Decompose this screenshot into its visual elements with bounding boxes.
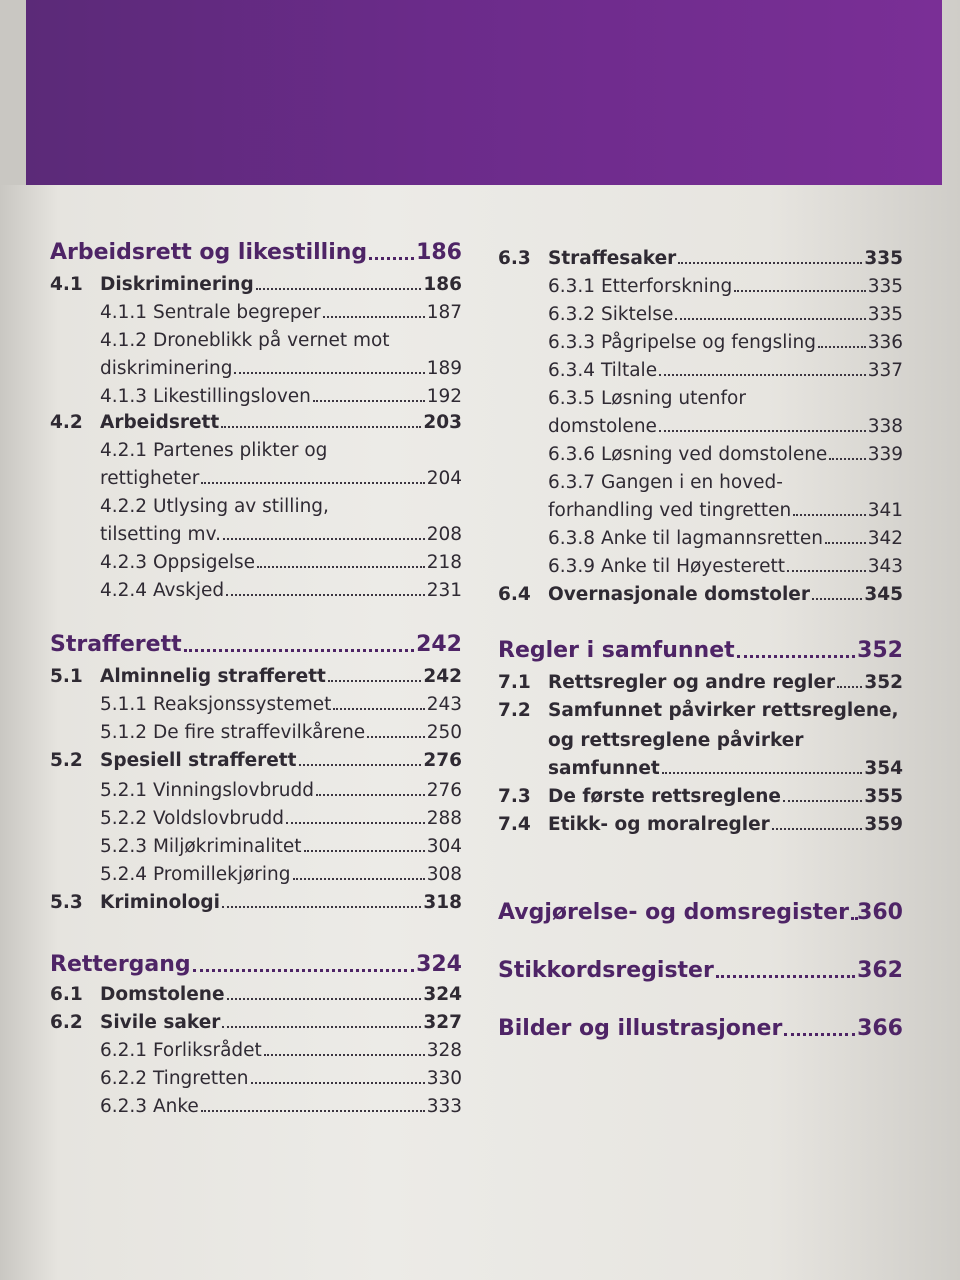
toc-entry	[498, 388, 903, 409]
dot-leader	[675, 317, 865, 320]
section-number: 6.3	[498, 248, 531, 269]
toc-entry	[50, 412, 462, 433]
toc-entry	[498, 584, 903, 605]
entry-title: Rettergang	[50, 952, 191, 977]
toc-entry	[50, 386, 462, 407]
entry-title: Etikk- og moralregler	[548, 814, 770, 835]
dot-leader	[293, 877, 425, 880]
page-number: 359	[864, 814, 903, 835]
page-number: 203	[423, 412, 462, 433]
page-number: 324	[416, 952, 462, 977]
entry-title: 6.3.3 Pågripelse og fengsling	[548, 332, 816, 353]
toc-chapter	[50, 952, 462, 977]
entry-title: 5.2.2 Voldslovbrudd	[100, 808, 284, 829]
dot-leader	[662, 771, 863, 774]
dot-leader	[829, 457, 865, 460]
entry-title: De første rettsreglene	[548, 786, 781, 807]
dot-leader	[659, 373, 866, 376]
toc-entry	[50, 1096, 462, 1117]
dot-leader	[299, 763, 422, 766]
dot-leader	[286, 821, 425, 824]
toc-chapter	[498, 638, 903, 663]
entry-title: Sivile saker	[100, 1012, 221, 1033]
entry-title: 6.2.2 Tingretten	[100, 1068, 249, 1089]
section-number: 7.2	[498, 700, 531, 721]
section-number: 6.4	[498, 584, 531, 605]
dot-leader	[851, 916, 855, 920]
dot-leader	[659, 429, 866, 432]
entry-title: 5.2.1 Vinningslovbrudd	[100, 780, 315, 801]
dot-leader	[367, 735, 425, 738]
toc-entry	[498, 528, 903, 549]
toc-entry	[50, 666, 462, 687]
page-number: 243	[426, 694, 462, 715]
entry-title: domstolene	[548, 416, 657, 437]
entry-title: Samfunnet påvirker rettsreglene,	[548, 700, 899, 721]
toc-entry	[50, 1012, 462, 1033]
toc-entry	[498, 444, 903, 465]
section-number: 7.4	[498, 814, 531, 835]
page-number: 187	[426, 302, 462, 323]
dot-leader	[264, 1053, 425, 1056]
page-number: 276	[426, 780, 462, 801]
toc-entry	[50, 274, 462, 295]
page-number: 352	[857, 638, 903, 663]
toc-entry	[50, 780, 462, 801]
dot-leader	[333, 707, 424, 710]
toc-entry	[498, 416, 903, 437]
dot-leader	[193, 968, 414, 972]
page-number: 318	[423, 892, 462, 913]
entry-title: 6.3.4 Tiltale	[548, 360, 658, 381]
dot-leader	[184, 648, 414, 652]
entry-title: Spesiell strafferett	[100, 750, 297, 771]
dot-leader	[223, 537, 425, 540]
dot-leader	[783, 799, 862, 802]
entry-title: Strafferett	[50, 632, 182, 657]
toc-entry	[50, 524, 462, 545]
section-number: 5.2	[50, 750, 83, 771]
entry-title: 6.2.1 Forliksrådet	[100, 1040, 262, 1061]
entry-title: Overnasjonale domstoler	[548, 584, 810, 605]
page-number: 341	[867, 500, 903, 521]
entry-title: Domstolene	[100, 984, 225, 1005]
toc-entry	[498, 304, 903, 325]
toc-chapter	[498, 958, 903, 983]
entry-title: rettigheter	[100, 468, 200, 489]
page-number: 192	[426, 386, 462, 407]
dot-leader	[256, 287, 422, 290]
entry-title: Alminnelig strafferett	[100, 666, 326, 687]
dot-leader	[837, 685, 862, 688]
toc-entry	[50, 440, 462, 461]
entry-title: Kriminologi	[100, 892, 220, 913]
section-number: 4.1	[50, 274, 83, 295]
page-number: 333	[426, 1096, 462, 1117]
toc-chapter	[498, 900, 903, 925]
toc-entry	[50, 580, 462, 601]
page-number: 308	[426, 864, 462, 885]
dot-leader	[316, 793, 425, 796]
entry-title: Regler i samfunnet	[498, 638, 735, 663]
dot-leader	[313, 399, 425, 402]
entry-title: 6.3.7 Gangen i en hoved-	[548, 472, 783, 493]
toc-entry	[498, 786, 903, 807]
entry-title: Diskriminering	[100, 274, 254, 295]
entry-title: 4.1.1 Sentrale begreper	[100, 302, 321, 323]
toc-entry	[498, 730, 903, 751]
dot-leader	[304, 849, 425, 852]
entry-title: 4.1.3 Likestillingsloven	[100, 386, 311, 407]
page-number: 362	[857, 958, 903, 983]
page-number: 288	[426, 808, 462, 829]
toc-entry	[498, 248, 903, 269]
toc-chapter	[50, 240, 462, 265]
dot-leader	[716, 974, 855, 978]
page-number: 242	[416, 632, 462, 657]
chapter-color-band	[26, 0, 942, 185]
toc-entry	[50, 808, 462, 829]
entry-title: 4.2.4 Avskjed	[100, 580, 225, 601]
entry-title: og rettsreglene påvirker	[548, 730, 804, 751]
entry-title: 6.3.1 Etterforskning	[548, 276, 733, 297]
page-number: 355	[864, 786, 903, 807]
page-number: 330	[426, 1068, 462, 1089]
entry-title: Stikkordsregister	[498, 958, 714, 983]
toc-entry	[498, 472, 903, 493]
dot-leader	[221, 425, 421, 428]
toc-entry	[50, 722, 462, 743]
entry-title: 5.2.4 Promillekjøring	[100, 864, 291, 885]
dot-leader	[784, 1032, 855, 1036]
page-number: 242	[423, 666, 462, 687]
page-number: 366	[857, 1016, 903, 1041]
page-number: 354	[864, 758, 903, 779]
section-number: 7.1	[498, 672, 531, 693]
page-number: 360	[857, 900, 903, 925]
dot-leader	[323, 315, 425, 318]
page-number: 327	[423, 1012, 462, 1033]
page-number: 338	[867, 416, 903, 437]
dot-leader	[328, 679, 421, 682]
page-edge	[0, 0, 26, 185]
toc-chapter	[498, 1016, 903, 1041]
dot-leader	[793, 513, 865, 516]
entry-title: Straffesaker	[548, 248, 677, 269]
entry-title: 6.3.9 Anke til Høyesterett	[548, 556, 785, 577]
toc-entry	[498, 672, 903, 693]
entry-title: samfunnet	[548, 758, 660, 779]
page-number: 218	[426, 552, 462, 573]
entry-title: Bilder og illustrasjoner	[498, 1016, 783, 1041]
toc-entry	[50, 1040, 462, 1061]
page-number: 337	[867, 360, 903, 381]
page-number: 231	[426, 580, 462, 601]
section-number: 5.1	[50, 666, 83, 687]
toc-entry	[498, 360, 903, 381]
dot-leader	[251, 1081, 425, 1084]
entry-title: Rettsregler og andre regler	[548, 672, 836, 693]
toc-entry	[498, 814, 903, 835]
toc-entry	[498, 758, 903, 779]
toc-entry	[50, 358, 462, 379]
page-number: 250	[426, 722, 462, 743]
toc-entry	[50, 496, 462, 517]
entry-title: 5.1.2 De fire straffevilkårene	[100, 722, 366, 743]
toc-entry	[50, 1068, 462, 1089]
page-number: 345	[864, 584, 903, 605]
dot-leader	[222, 1025, 421, 1028]
section-number: 6.1	[50, 984, 83, 1005]
dot-leader	[222, 905, 421, 908]
entry-title: forhandling ved tingretten	[548, 500, 792, 521]
toc-entry	[50, 302, 462, 323]
entry-title: 5.1.1 Reaksjonssystemet	[100, 694, 332, 715]
page-number: 324	[423, 984, 462, 1005]
page-number: 276	[423, 750, 462, 771]
entry-title: Avgjørelse- og domsregister	[498, 900, 849, 925]
entry-title: 6.3.5 Løsning utenfor	[548, 388, 746, 409]
page-number: 339	[867, 444, 903, 465]
dot-leader	[227, 997, 422, 1000]
dot-leader	[734, 289, 865, 292]
page-number: 335	[864, 248, 903, 269]
page-number: 186	[423, 274, 462, 295]
entry-title: 4.2.1 Partenes plikter og	[100, 440, 328, 461]
entry-title: 4.2.3 Oppsigelse	[100, 552, 256, 573]
dot-leader	[818, 345, 866, 348]
page-number: 328	[426, 1040, 462, 1061]
page-number: 352	[864, 672, 903, 693]
toc-entry	[498, 556, 903, 577]
dot-leader	[201, 481, 424, 484]
dot-leader	[369, 256, 414, 260]
dot-leader	[257, 565, 425, 568]
entry-title: 6.3.6 Løsning ved domstolene	[548, 444, 828, 465]
dot-leader	[787, 569, 866, 572]
toc-entry	[498, 332, 903, 353]
page-number: 336	[867, 332, 903, 353]
toc-entry	[50, 468, 462, 489]
entry-title: Arbeidsrett og likestilling	[50, 240, 368, 265]
page-number: 335	[867, 276, 903, 297]
page-number: 204	[426, 468, 462, 489]
page-number: 189	[426, 358, 462, 379]
entry-title: tilsetting mv.	[100, 524, 221, 545]
toc-entry	[498, 276, 903, 297]
page-number: 186	[416, 240, 462, 265]
section-number: 6.2	[50, 1012, 83, 1033]
entry-title: Arbeidsrett	[100, 412, 220, 433]
toc-entry	[498, 700, 903, 721]
toc-entry	[50, 330, 462, 351]
toc-entry	[50, 864, 462, 885]
entry-title: 4.1.2 Droneblikk på vernet mot	[100, 330, 390, 351]
entry-title: 6.2.3 Anke	[100, 1096, 199, 1117]
dot-leader	[226, 593, 425, 596]
entry-title: 4.2.2 Utlysing av stilling,	[100, 496, 329, 517]
entry-title: 6.3.8 Anke til lagmannsretten	[548, 528, 823, 549]
entry-title: 6.3.2 Siktelse	[548, 304, 674, 325]
page-number: 343	[867, 556, 903, 577]
section-number: 4.2	[50, 412, 83, 433]
dot-leader	[825, 541, 866, 544]
page-number: 304	[426, 836, 462, 857]
page-number: 342	[867, 528, 903, 549]
toc-entry	[50, 694, 462, 715]
page-number: 208	[426, 524, 462, 545]
toc-entry	[50, 552, 462, 573]
dot-leader	[234, 371, 424, 374]
dot-leader	[201, 1109, 425, 1112]
entry-title: 5.2.3 Miljøkriminalitet	[100, 836, 302, 857]
dot-leader	[812, 597, 862, 600]
toc-chapter	[50, 632, 462, 657]
section-number: 7.3	[498, 786, 531, 807]
dot-leader	[772, 827, 863, 830]
page-number: 335	[867, 304, 903, 325]
toc-entry	[50, 750, 462, 771]
toc-entry	[50, 836, 462, 857]
toc-entry	[50, 892, 462, 913]
toc-entry	[498, 500, 903, 521]
dot-leader	[678, 261, 862, 264]
dot-leader	[737, 654, 855, 658]
toc-entry	[50, 984, 462, 1005]
section-number: 5.3	[50, 892, 83, 913]
entry-title: diskriminering	[100, 358, 233, 379]
